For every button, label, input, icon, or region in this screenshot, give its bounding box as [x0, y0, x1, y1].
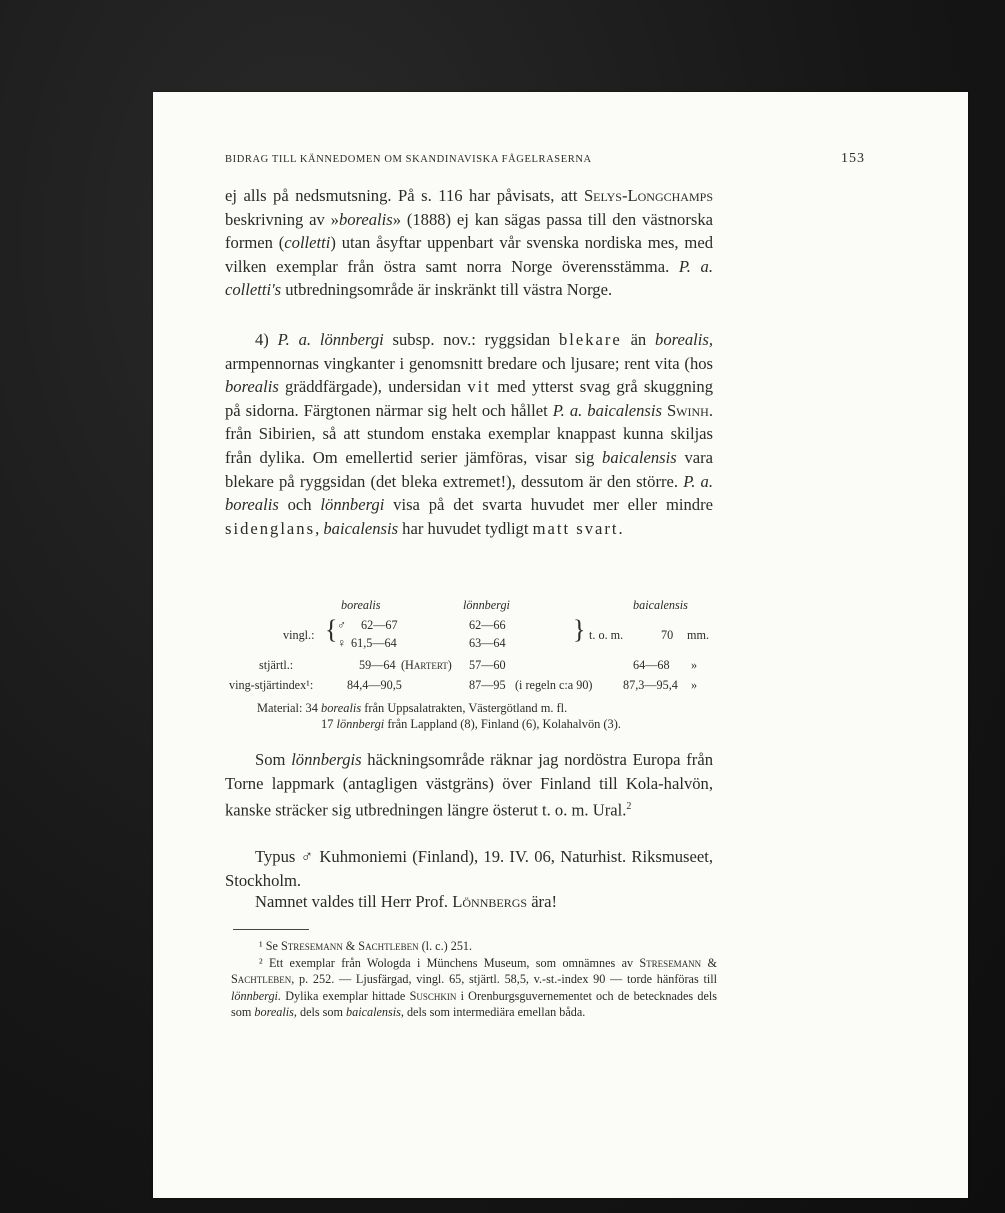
- paragraph-breeding-range: [225, 748, 713, 822]
- footnote-1: [231, 938, 717, 955]
- footnote-mark: ¹: [259, 939, 263, 953]
- material-text: från Lappland (8), Finland (6), Kolahalvön (3).: [387, 717, 621, 731]
- text: och: [278, 495, 321, 515]
- paragraph-colletti: [225, 184, 713, 302]
- text: .: [618, 518, 623, 538]
- taxon-name: baicalensis: [323, 518, 399, 538]
- cell-index-baicalensis: 87,3—95,4: [623, 678, 678, 692]
- material-count: 34: [305, 701, 318, 715]
- cell-vingl-female-lonnbergi: 63—64: [469, 636, 506, 650]
- text: från Sibirien, så att stundom enstaka exemplar knappast kunna skiljas från dylika. Om emellertid serier jämföras, visar sig: [225, 424, 713, 467]
- taxon-name: borealis,: [655, 330, 713, 349]
- text: visa på det svarta huvudet mer eller mindre: [384, 495, 713, 515]
- spaced-text: blekare: [558, 330, 622, 349]
- cell-index-note: (i regeln c:a 90): [515, 678, 593, 692]
- author-name: Swinh.: [666, 400, 713, 420]
- text: Som: [255, 750, 292, 769]
- female-symbol: ♀: [337, 636, 347, 650]
- material-list: [257, 700, 621, 732]
- paragraph-name-dedication: [225, 890, 713, 914]
- taxon-name: P. a. colletti's: [225, 256, 713, 300]
- row-label-stjartl: stjärtl.:: [259, 658, 294, 672]
- taxon-name: lönnbergi: [336, 717, 385, 731]
- text: ,: [315, 518, 324, 538]
- text: Se: [262, 939, 281, 953]
- page-number: 153: [841, 151, 865, 166]
- footnote-divider: [233, 929, 309, 930]
- taxon-name: lönnbergis: [291, 750, 362, 769]
- material-label: Material:: [257, 701, 303, 715]
- taxon-name: borealis,: [254, 1005, 297, 1020]
- spaced-text: sidenglans: [225, 518, 316, 538]
- taxon-name: lönnbergi.: [231, 988, 281, 1003]
- row-label-vingl: vingl.:: [283, 628, 315, 642]
- brace-right: }: [573, 615, 586, 644]
- text: i Orenburgsguvernementet och de betecknades dels som: [231, 988, 717, 1020]
- text: » (1888) ej kan sägas passa till den västnorska formen (: [225, 209, 713, 253]
- material-count: 17: [321, 717, 334, 731]
- author-name: Lönnbergs: [452, 892, 528, 911]
- taxon-name: baicalensis: [602, 447, 677, 467]
- paragraph-type-specimen: [225, 845, 713, 892]
- cell-stjartl-author: (Hartert): [401, 658, 452, 672]
- taxon-name: borealis: [338, 209, 393, 229]
- cell-vingl-male-lonnbergi: 62—66: [469, 618, 506, 632]
- brace-left: {: [325, 615, 338, 644]
- column-header-lonnbergi: lönnbergi: [463, 598, 510, 612]
- row-label-index: ving-stjärtindex¹:: [229, 678, 314, 692]
- cell-stjartl-lonnbergi: 57—60: [469, 658, 506, 672]
- footnote-2: [231, 955, 717, 1021]
- male-symbol: ♂: [337, 618, 347, 632]
- text: ) utan åsyftar uppenbart vår svenska nordiska mes, med vilken exemplar från östra samt norra Norge överensstämma.: [225, 233, 713, 276]
- spaced-text: vit: [467, 377, 491, 397]
- taxon-name: borealis: [225, 377, 279, 397]
- cell-vingl-baicalensis: 70: [661, 628, 674, 642]
- text: vara blekare på ryggsidan (det bleka extremet!), dessutom är den större.: [225, 447, 714, 491]
- taxon-name: baicalensis,: [346, 1005, 404, 1020]
- author-name: Suschkin: [409, 988, 457, 1003]
- running-head-title: BIDRAG TILL KÄNNEDOMEN OM SKANDINAVISKA FÅGELRASERNA: [225, 154, 592, 165]
- taxon-name: borealis: [321, 701, 362, 715]
- text: 4): [255, 330, 278, 349]
- cell-index-lonnbergi: 87—95: [469, 678, 506, 692]
- text: armpennornas vingkanter i genomsnitt bredare och ljusare; rent vita (hos: [225, 353, 713, 373]
- cell-index-unit: »: [691, 678, 698, 692]
- cell-stjartl-borealis: 59—64: [359, 658, 396, 672]
- text: beskrivning av »: [225, 209, 339, 229]
- text: subsp. nov.: ryggsidan: [383, 330, 559, 349]
- text: ej alls på nedsmutsning. På s. 116 har påvisats, att: [225, 186, 584, 205]
- taxon-name: P. a. borealis: [225, 471, 713, 515]
- column-header-baicalensis: baicalensis: [633, 598, 688, 612]
- text: ära!: [527, 892, 557, 911]
- taxon-name: P. a. baicalensis: [552, 400, 662, 420]
- text: har huvudet tydligt: [398, 518, 533, 538]
- text: häckningsområde räknar jag nordöstra Europa från Torne lappmark (antagligen västgräns) över Finland till Kola-halvön, kanske sträcker sig utbredningen längre österut t. o. m. Ural.: [225, 750, 713, 820]
- text: Typus: [255, 847, 301, 866]
- male-symbol: ♂: [300, 847, 315, 866]
- text: (l. c.) 251.: [418, 939, 473, 953]
- footnote-ref: 2: [626, 801, 632, 813]
- text: med ytterst svag grå skuggning på sidorna. Färgtonen närmar sig helt och hållet: [225, 377, 713, 420]
- taxon-name: P. a. lönnbergi: [277, 330, 384, 349]
- text: dels som: [296, 1005, 347, 1020]
- cell-vingl-female-borealis: 61,5—64: [351, 636, 397, 650]
- cell-vingl-note: t. o. m.: [589, 628, 624, 642]
- material-row: [257, 716, 621, 732]
- material-text: från Uppsalatrakten, Västergötland m. fl.: [364, 701, 568, 715]
- author-name: Stresemann & Sachtleben: [280, 939, 419, 953]
- text: Kuhmoniemi (Finland), 19. IV. 06, Naturhist. Riksmuseet, Stockholm.: [225, 847, 713, 890]
- spaced-text: matt svart: [532, 518, 619, 538]
- column-header-borealis: borealis: [341, 598, 381, 612]
- book-page: [153, 92, 968, 1198]
- material-row: [257, 700, 621, 716]
- cell-vingl-unit: mm.: [687, 628, 710, 642]
- footnote-mark: ²: [259, 955, 263, 970]
- text: Dylika exemplar hittade: [281, 988, 410, 1003]
- taxon-name: lönnbergi: [320, 495, 385, 515]
- text: dels som intermediära emellan båda.: [403, 1005, 586, 1020]
- author-name: Selys-Longchamps: [583, 186, 713, 205]
- text: utbredningsområde är inskränkt till västra Norge.: [281, 280, 613, 300]
- text: , p. 252. — Ljusfärgad, vingl. 65, stjärtl. 58,5, v.-st.-index 90 — torde hänföras till: [291, 972, 717, 987]
- cell-stjartl-baicalensis: 64—68: [633, 658, 670, 672]
- taxon-name: colletti: [284, 233, 331, 253]
- text: Namnet valdes till Herr Prof.: [255, 892, 453, 911]
- cell-index-borealis: 84,4—90,5: [347, 678, 402, 692]
- text: gräddfärgade), undersidan: [278, 377, 468, 397]
- text: än: [621, 330, 656, 349]
- cell-vingl-male-borealis: 62—67: [361, 618, 398, 632]
- cell-stjartl-unit: »: [691, 658, 698, 672]
- text: Ett exemplar från Wologda i Münchens Museum, som omnämnes av: [262, 955, 640, 970]
- footnotes: [231, 938, 717, 1021]
- paragraph-lonnbergi-description: [225, 328, 713, 540]
- measurement-table: [229, 598, 721, 708]
- author-name: Stresemann & Sachtleben: [231, 955, 717, 987]
